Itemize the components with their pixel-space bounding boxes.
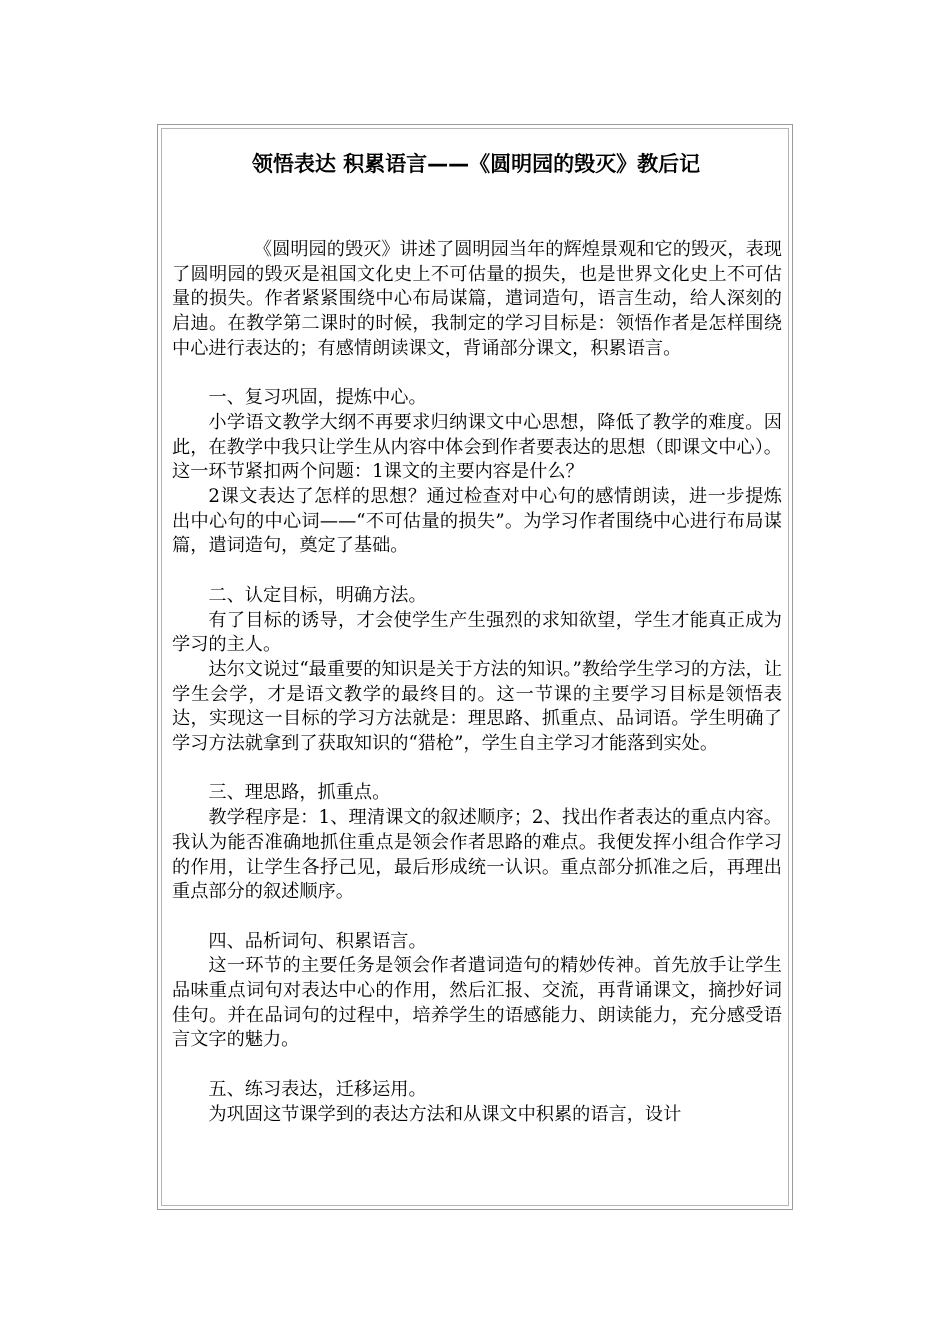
paragraph: 2课文表达了怎样的思想？通过检查对中心句的感情朗读，进一步提炼出中心句的中心词——“不可估量的损失”。为学习作者围绕中心进行布局谋篇，遣词造句，奠定了基础。 <box>172 486 782 557</box>
section-heading-2: 二、认定目标，明确方法。 <box>208 584 427 606</box>
paragraph: 有了目标的诱导，才会使学生产生强烈的求知欲望，学生才能真正成为学习的主人。 <box>172 609 782 656</box>
section-heading-5: 五、练习表达，迁移运用。 <box>208 1078 427 1100</box>
paragraph: 达尔文说过“最重要的知识是关于方法的知识。”教给学生学习的方法，让学生会学，才是语文教学的最终目的。这一节课的主要学习目标是领悟表达，实现这一目标的学习方法就是：理思路、抓重点、品词语。学生明确了学习方法就拿到了获取知识的“猎枪”，学生自主学习才能落到实处。 <box>172 658 782 755</box>
section-heading-4: 四、品析词句、积累语言。 <box>208 930 427 952</box>
paragraph: 为巩固这节课学到的表达方法和从课文中积累的语言，设计 <box>208 1103 682 1125</box>
section-heading-3: 三、理思路，抓重点。 <box>208 782 391 804</box>
section-heading-1: 一、复习巩固，提炼中心。 <box>208 387 427 409</box>
paragraph: 小学语文教学大纲不再要求归纳课文中心思想，降低了教学的难度。因此，在教学中我只让学生从内容中体会到作者要表达的思想（即课文中心）。这一环节紧扣两个问题：1课文的主要内容是什么？ <box>172 411 782 483</box>
document-frame <box>157 124 793 1210</box>
document-title: 领悟表达 积累语言——《圆明园的毁灭》教后记 <box>251 152 701 176</box>
paragraph: 这一环节的主要任务是领会作者遣词造句的精妙传神。首先放手让学生品味重点词句对表达中心的作用，然后汇报、交流，再背诵课文，摘抄好词佳句。并在品词句的过程中，培养学生的语感能力、朗读能力，充分感受语言文字的魅力。 <box>172 955 782 1051</box>
document-frame-inner <box>161 128 789 1206</box>
paragraph: 教学程序是：1、理清课文的叙述顺序；2、找出作者表达的重点内容。我认为能否准确地抓住重点是领会作者思路的难点。我便发挥小组合作学习的作用，让学生各抒己见，最后形成统一认识。重点部分抓准之后，再理出重点部分的叙述顺序。 <box>172 807 782 903</box>
document-body <box>172 238 782 1127</box>
paragraph-intro: 《圆明园的毁灭》讲述了圆明园当年的辉煌景观和它的毁灭，表现了圆明园的毁灭是祖国文化史上不可估量的损失，也是世界文化史上不可估量的损失。作者紧紧围绕中心布局谋篇，遣词造句，语言生动，给人深刻的启迪。在教学第二课时的时候，我制定的学习目标是：领悟作者是怎样围绕中心进行表达的；有感情朗读课文，背诵部分课文，积累语言。 <box>172 239 782 359</box>
